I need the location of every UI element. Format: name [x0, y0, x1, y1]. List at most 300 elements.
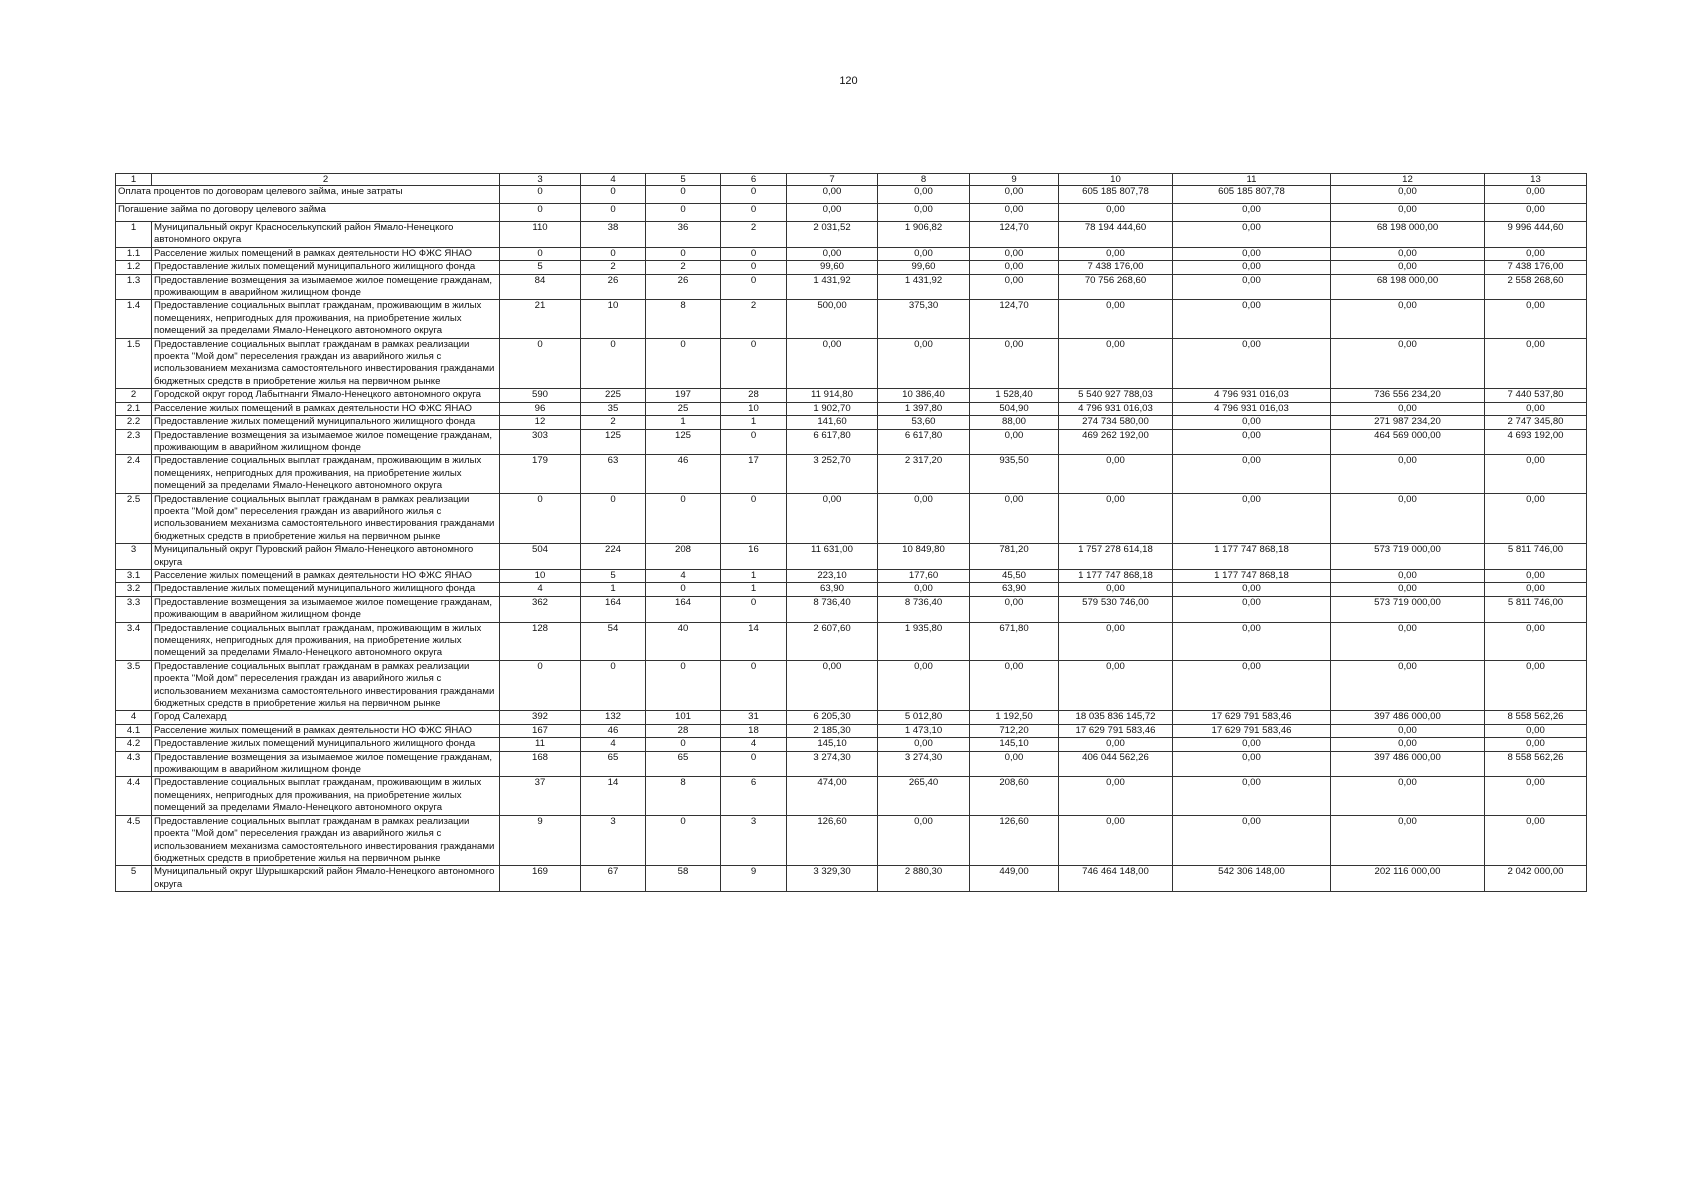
table-row [116, 777, 1587, 815]
value-cell: 0,00 [1331, 493, 1485, 544]
table-row [116, 866, 1587, 892]
column-number-cell: 8 [878, 174, 970, 186]
column-number-cell: 10 [1059, 174, 1173, 186]
row-name-cell: Предоставление социальных выплат гражданам в рамках реализации проекта "Мой дом" переселения граждан из аварийного жилья с использованием механизма самостоятельного инвестирования гражданами бюджетных средств в приобретение жилья на первичном рынке [152, 660, 500, 711]
value-cell: 0,00 [878, 186, 970, 204]
value-cell: 224 [581, 544, 646, 570]
row-number-cell: 4.5 [116, 815, 152, 866]
value-cell: 0,00 [1485, 204, 1587, 222]
value-cell: 271 987 234,20 [1331, 416, 1485, 429]
value-cell: 25 [646, 402, 721, 415]
value-cell: 38 [581, 222, 646, 248]
value-cell: 0,00 [1059, 738, 1173, 751]
value-cell: 274 734 580,00 [1059, 416, 1173, 429]
value-cell: 0,00 [787, 338, 878, 389]
value-cell: 18 035 836 145,72 [1059, 711, 1173, 724]
value-cell: 208,60 [970, 777, 1059, 815]
value-cell: 397 486 000,00 [1331, 711, 1485, 724]
row-number-cell: 2.1 [116, 402, 152, 415]
value-cell: 0,00 [1485, 777, 1587, 815]
value-cell: 0,00 [1485, 186, 1587, 204]
value-cell: 0,00 [1173, 622, 1331, 660]
value-cell: 362 [500, 596, 581, 622]
value-cell: 0,00 [878, 583, 970, 596]
value-cell: 5 811 746,00 [1485, 596, 1587, 622]
value-cell: 78 194 444,60 [1059, 222, 1173, 248]
value-cell: 1 757 278 614,18 [1059, 544, 1173, 570]
value-cell: 1 [721, 416, 787, 429]
row-name-cell: Предоставление социальных выплат гражданам, проживающим в жилых помещениях, непригодных для проживания, на приобретение жилых помещений за пределами Ямало-Ненецкого автономного округа [152, 300, 500, 338]
value-cell: 65 [646, 751, 721, 777]
value-cell: 1 177 747 868,18 [1173, 544, 1331, 570]
value-cell: 0,00 [1059, 660, 1173, 711]
summary-row [116, 186, 1587, 204]
table-row [116, 815, 1587, 866]
value-cell: 2 607,60 [787, 622, 878, 660]
value-cell: 0 [646, 186, 721, 204]
value-cell: 7 438 176,00 [1485, 261, 1587, 274]
value-cell: 0,00 [1485, 622, 1587, 660]
column-number-cell: 5 [646, 174, 721, 186]
table-row [116, 389, 1587, 402]
row-name-cell: Предоставление жилых помещений муниципального жилищного фонда [152, 261, 500, 274]
value-cell: 141,60 [787, 416, 878, 429]
value-cell: 126,60 [787, 815, 878, 866]
value-cell: 0,00 [787, 493, 878, 544]
value-cell: 0,00 [1173, 660, 1331, 711]
value-cell: 4 [721, 738, 787, 751]
value-cell: 0,00 [970, 751, 1059, 777]
table-row [116, 222, 1587, 248]
row-number-cell: 5 [116, 866, 152, 892]
value-cell: 0,00 [1173, 596, 1331, 622]
value-cell: 0,00 [1173, 338, 1331, 389]
value-cell: 169 [500, 866, 581, 892]
value-cell: 605 185 807,78 [1059, 186, 1173, 204]
value-cell: 0,00 [970, 186, 1059, 204]
table-row [116, 493, 1587, 544]
value-cell: 223,10 [787, 569, 878, 582]
column-number-cell: 12 [1331, 174, 1485, 186]
row-number-cell: 1.5 [116, 338, 152, 389]
value-cell: 0 [581, 186, 646, 204]
value-cell: 45,50 [970, 569, 1059, 582]
value-cell: 303 [500, 429, 581, 455]
value-cell: 0,00 [1485, 724, 1587, 737]
row-number-cell: 3.1 [116, 569, 152, 582]
value-cell: 0 [721, 751, 787, 777]
value-cell: 197 [646, 389, 721, 402]
value-cell: 177,60 [878, 569, 970, 582]
value-cell: 1 [721, 583, 787, 596]
table-row [116, 660, 1587, 711]
value-cell: 179 [500, 455, 581, 493]
value-cell: 2 747 345,80 [1485, 416, 1587, 429]
value-cell: 1 528,40 [970, 389, 1059, 402]
value-cell: 35 [581, 402, 646, 415]
table-row [116, 455, 1587, 493]
column-number-row [116, 174, 1587, 186]
value-cell: 0,00 [787, 247, 878, 260]
value-cell: 449,00 [970, 866, 1059, 892]
value-cell: 4 796 931 016,03 [1059, 402, 1173, 415]
value-cell: 4 796 931 016,03 [1173, 389, 1331, 402]
value-cell: 21 [500, 300, 581, 338]
value-cell: 40 [646, 622, 721, 660]
value-cell: 31 [721, 711, 787, 724]
value-cell: 126,60 [970, 815, 1059, 866]
value-cell: 164 [581, 596, 646, 622]
value-cell: 124,70 [970, 300, 1059, 338]
value-cell: 671,80 [970, 622, 1059, 660]
value-cell: 17 [721, 455, 787, 493]
table-row [116, 416, 1587, 429]
value-cell: 746 464 148,00 [1059, 866, 1173, 892]
value-cell: 1 431,92 [878, 274, 970, 300]
value-cell: 0,00 [878, 815, 970, 866]
value-cell: 10 [581, 300, 646, 338]
value-cell: 0 [721, 261, 787, 274]
value-cell: 0 [646, 247, 721, 260]
value-cell: 0,00 [970, 247, 1059, 260]
table-row [116, 569, 1587, 582]
value-cell: 0 [581, 660, 646, 711]
value-cell: 10 [500, 569, 581, 582]
value-cell: 54 [581, 622, 646, 660]
value-cell: 0,00 [1485, 583, 1587, 596]
row-name-cell: Городской округ город Лабытнанги Ямало-Ненецкого автономного округа [152, 389, 500, 402]
value-cell: 1 177 747 868,18 [1173, 569, 1331, 582]
row-number-cell: 3 [116, 544, 152, 570]
table-row [116, 596, 1587, 622]
value-cell: 5 012,80 [878, 711, 970, 724]
value-cell: 3 329,30 [787, 866, 878, 892]
value-cell: 0,00 [1485, 300, 1587, 338]
value-cell: 0 [721, 493, 787, 544]
value-cell: 14 [721, 622, 787, 660]
value-cell: 0,00 [1331, 261, 1485, 274]
value-cell: 0 [721, 429, 787, 455]
value-cell: 8 558 562,26 [1485, 751, 1587, 777]
value-cell: 1 [646, 416, 721, 429]
row-name-cell: Предоставление жилых помещений муниципального жилищного фонда [152, 583, 500, 596]
table-body [116, 174, 1587, 892]
table-row [116, 622, 1587, 660]
value-cell: 0,00 [1485, 569, 1587, 582]
value-cell: 935,50 [970, 455, 1059, 493]
value-cell: 208 [646, 544, 721, 570]
value-cell: 17 629 791 583,46 [1173, 711, 1331, 724]
value-cell: 4 [500, 583, 581, 596]
value-cell: 504 [500, 544, 581, 570]
value-cell: 0 [721, 274, 787, 300]
value-cell: 10 [721, 402, 787, 415]
row-number-cell: 1.2 [116, 261, 152, 274]
table-row [116, 247, 1587, 260]
value-cell: 2 185,30 [787, 724, 878, 737]
column-number-cell: 11 [1173, 174, 1331, 186]
value-cell: 0,00 [970, 596, 1059, 622]
value-cell: 28 [646, 724, 721, 737]
page-number: 120 [839, 75, 858, 87]
value-cell: 0,00 [878, 493, 970, 544]
value-cell: 0,00 [1485, 455, 1587, 493]
value-cell: 0,00 [1173, 416, 1331, 429]
value-cell: 464 569 000,00 [1331, 429, 1485, 455]
table-row [116, 261, 1587, 274]
value-cell: 46 [646, 455, 721, 493]
table-row [116, 338, 1587, 389]
value-cell: 0,00 [1485, 815, 1587, 866]
value-cell: 65 [581, 751, 646, 777]
value-cell: 0,00 [1331, 402, 1485, 415]
value-cell: 0,00 [1173, 815, 1331, 866]
row-number-cell: 4 [116, 711, 152, 724]
column-number-cell: 13 [1485, 174, 1587, 186]
value-cell: 0,00 [1059, 247, 1173, 260]
value-cell: 781,20 [970, 544, 1059, 570]
value-cell: 542 306 148,00 [1173, 866, 1331, 892]
value-cell: 9 [721, 866, 787, 892]
value-cell: 0,00 [1485, 493, 1587, 544]
value-cell: 5 [581, 569, 646, 582]
row-number-cell: 1.3 [116, 274, 152, 300]
value-cell: 6 617,80 [878, 429, 970, 455]
value-cell: 1 935,80 [878, 622, 970, 660]
value-cell: 8 736,40 [787, 596, 878, 622]
value-cell: 0 [500, 186, 581, 204]
value-cell: 84 [500, 274, 581, 300]
value-cell: 0 [500, 660, 581, 711]
value-cell: 8 [646, 300, 721, 338]
value-cell: 14 [581, 777, 646, 815]
value-cell: 573 719 000,00 [1331, 544, 1485, 570]
row-number-cell: 3.2 [116, 583, 152, 596]
value-cell: 26 [581, 274, 646, 300]
value-cell: 0 [581, 493, 646, 544]
value-cell: 0 [646, 493, 721, 544]
row-number-cell: 2.4 [116, 455, 152, 493]
value-cell: 9 [500, 815, 581, 866]
value-cell: 392 [500, 711, 581, 724]
value-cell: 4 693 192,00 [1485, 429, 1587, 455]
value-cell: 3 [721, 815, 787, 866]
value-cell: 0 [646, 583, 721, 596]
value-cell: 2 880,30 [878, 866, 970, 892]
table-row [116, 544, 1587, 570]
value-cell: 124,70 [970, 222, 1059, 248]
row-name-cell: Предоставление возмещения за изымаемое жилое помещение гражданам, проживающим в аварийном жилищном фонде [152, 274, 500, 300]
value-cell: 0 [500, 338, 581, 389]
row-name-cell: Предоставление социальных выплат гражданам, проживающим в жилых помещениях, непригодных для проживания, на приобретение жилых помещений за пределами Ямало-Ненецкого автономного округа [152, 455, 500, 493]
row-name-cell: Предоставление социальных выплат гражданам, проживающим в жилых помещениях, непригодных для проживания, на приобретение жилых помещений за пределами Ямало-Ненецкого автономного округа [152, 777, 500, 815]
value-cell: 265,40 [878, 777, 970, 815]
value-cell: 58 [646, 866, 721, 892]
value-cell: 712,20 [970, 724, 1059, 737]
value-cell: 0,00 [1059, 777, 1173, 815]
value-cell: 469 262 192,00 [1059, 429, 1173, 455]
value-cell: 0,00 [1173, 455, 1331, 493]
value-cell: 2 558 268,60 [1485, 274, 1587, 300]
row-name-cell: Муниципальный округ Шурышкарский район Ямало-Ненецкого автономного округа [152, 866, 500, 892]
value-cell: 0 [581, 247, 646, 260]
column-number-cell: 1 [116, 174, 152, 186]
value-cell: 1 192,50 [970, 711, 1059, 724]
value-cell: 9 996 444,60 [1485, 222, 1587, 248]
value-cell: 1 397,80 [878, 402, 970, 415]
row-number-cell: 3.4 [116, 622, 152, 660]
value-cell: 0,00 [787, 660, 878, 711]
row-number-cell: 2.3 [116, 429, 152, 455]
table-row [116, 711, 1587, 724]
row-name-cell: Предоставление социальных выплат гражданам в рамках реализации проекта "Мой дом" переселения граждан из аварийного жилья с использованием механизма самостоятельного инвестирования гражданами бюджетных средств в приобретение жилья на первичном рынке [152, 493, 500, 544]
value-cell: 4 796 931 016,03 [1173, 402, 1331, 415]
value-cell: 0,00 [1173, 261, 1331, 274]
value-cell: 2 317,20 [878, 455, 970, 493]
value-cell: 0,00 [1173, 274, 1331, 300]
value-cell: 101 [646, 711, 721, 724]
value-cell: 0,00 [1059, 204, 1173, 222]
value-cell: 0,00 [1059, 583, 1173, 596]
value-cell: 11 914,80 [787, 389, 878, 402]
value-cell: 2 031,52 [787, 222, 878, 248]
value-cell: 67 [581, 866, 646, 892]
value-cell: 12 [500, 416, 581, 429]
row-name-cell: Предоставление возмещения за изымаемое жилое помещение гражданам, проживающим в аварийном жилищном фонде [152, 429, 500, 455]
value-cell: 0,00 [1331, 660, 1485, 711]
value-cell: 0,00 [1331, 338, 1485, 389]
row-name-cell: Расселение жилых помещений в рамках деятельности НО ФЖС ЯНАО [152, 402, 500, 415]
value-cell: 0,00 [787, 204, 878, 222]
table-row [116, 429, 1587, 455]
value-cell: 11 631,00 [787, 544, 878, 570]
value-cell: 0,00 [1485, 338, 1587, 389]
value-cell: 63 [581, 455, 646, 493]
value-cell: 0,00 [1331, 622, 1485, 660]
row-number-cell: 4.3 [116, 751, 152, 777]
value-cell: 0 [646, 815, 721, 866]
value-cell: 7 438 176,00 [1059, 261, 1173, 274]
value-cell: 0,00 [1173, 300, 1331, 338]
value-cell: 2 042 000,00 [1485, 866, 1587, 892]
value-cell: 128 [500, 622, 581, 660]
value-cell: 5 [500, 261, 581, 274]
value-cell: 68 198 000,00 [1331, 222, 1485, 248]
value-cell: 0,00 [1173, 751, 1331, 777]
value-cell: 63,90 [970, 583, 1059, 596]
value-cell: 0 [581, 338, 646, 389]
value-cell: 0 [646, 204, 721, 222]
value-cell: 6 [721, 777, 787, 815]
row-name-cell: Предоставление социальных выплат гражданам в рамках реализации проекта "Мой дом" переселения граждан из аварийного жилья с использованием механизма самостоятельного инвестирования гражданами бюджетных средств в приобретение жилья на первичном рынке [152, 338, 500, 389]
table-row [116, 402, 1587, 415]
value-cell: 10 386,40 [878, 389, 970, 402]
value-cell: 0 [721, 204, 787, 222]
value-cell: 88,00 [970, 416, 1059, 429]
value-cell: 0,00 [1485, 402, 1587, 415]
row-number-cell: 1.4 [116, 300, 152, 338]
value-cell: 8 558 562,26 [1485, 711, 1587, 724]
value-cell: 3 274,30 [878, 751, 970, 777]
value-cell: 125 [646, 429, 721, 455]
summary-row [116, 204, 1587, 222]
value-cell: 0,00 [1173, 583, 1331, 596]
value-cell: 2 [646, 261, 721, 274]
value-cell: 11 [500, 738, 581, 751]
value-cell: 99,60 [878, 261, 970, 274]
value-cell: 6 205,30 [787, 711, 878, 724]
value-cell: 0,00 [878, 338, 970, 389]
value-cell: 0,00 [1059, 455, 1173, 493]
row-name-cell: Расселение жилых помещений в рамках деятельности НО ФЖС ЯНАО [152, 724, 500, 737]
value-cell: 590 [500, 389, 581, 402]
value-cell: 504,90 [970, 402, 1059, 415]
value-cell: 0 [646, 660, 721, 711]
value-cell: 0,00 [970, 204, 1059, 222]
value-cell: 110 [500, 222, 581, 248]
value-cell: 3 274,30 [787, 751, 878, 777]
value-cell: 0 [721, 338, 787, 389]
value-cell: 99,60 [787, 261, 878, 274]
value-cell: 1 473,10 [878, 724, 970, 737]
column-number-cell: 3 [500, 174, 581, 186]
row-name-cell: Предоставление возмещения за изымаемое жилое помещение гражданам, проживающим в аварийном жилищном фонде [152, 596, 500, 622]
row-name-cell: Город Салехард [152, 711, 500, 724]
value-cell: 406 044 562,26 [1059, 751, 1173, 777]
row-name-cell: Муниципальный округ Красноселькупский район Ямало-Ненецкого автономного округа [152, 222, 500, 248]
value-cell: 0,00 [1173, 204, 1331, 222]
value-cell: 63,90 [787, 583, 878, 596]
value-cell: 36 [646, 222, 721, 248]
value-cell: 0,00 [970, 274, 1059, 300]
value-cell: 2 [581, 261, 646, 274]
value-cell: 167 [500, 724, 581, 737]
value-cell: 0,00 [970, 429, 1059, 455]
value-cell: 0,00 [1059, 815, 1173, 866]
value-cell: 1 [721, 569, 787, 582]
value-cell: 0,00 [1331, 300, 1485, 338]
value-cell: 16 [721, 544, 787, 570]
value-cell: 18 [721, 724, 787, 737]
row-name-cell: Предоставление жилых помещений муниципального жилищного фонда [152, 416, 500, 429]
table-row [116, 751, 1587, 777]
value-cell: 0 [646, 338, 721, 389]
value-cell: 0,00 [1331, 186, 1485, 204]
value-cell: 0,00 [1485, 660, 1587, 711]
value-cell: 68 198 000,00 [1331, 274, 1485, 300]
value-cell: 125 [581, 429, 646, 455]
value-cell: 7 440 537,80 [1485, 389, 1587, 402]
row-name-cell: Расселение жилых помещений в рамках деятельности НО ФЖС ЯНАО [152, 569, 500, 582]
value-cell: 0 [721, 247, 787, 260]
value-cell: 0 [500, 204, 581, 222]
value-cell: 0,00 [1173, 222, 1331, 248]
value-cell: 0,00 [1059, 300, 1173, 338]
value-cell: 26 [646, 274, 721, 300]
value-cell: 1 902,70 [787, 402, 878, 415]
value-cell: 0,00 [1059, 622, 1173, 660]
row-number-cell: 4.4 [116, 777, 152, 815]
value-cell: 17 629 791 583,46 [1059, 724, 1173, 737]
value-cell: 0,00 [1485, 738, 1587, 751]
value-cell: 10 849,80 [878, 544, 970, 570]
value-cell: 579 530 746,00 [1059, 596, 1173, 622]
value-cell: 0 [721, 186, 787, 204]
value-cell: 164 [646, 596, 721, 622]
row-number-cell: 2.2 [116, 416, 152, 429]
summary-row-label: Оплата процентов по договорам целевого займа, иные затраты [116, 186, 500, 204]
value-cell: 1 177 747 868,18 [1059, 569, 1173, 582]
